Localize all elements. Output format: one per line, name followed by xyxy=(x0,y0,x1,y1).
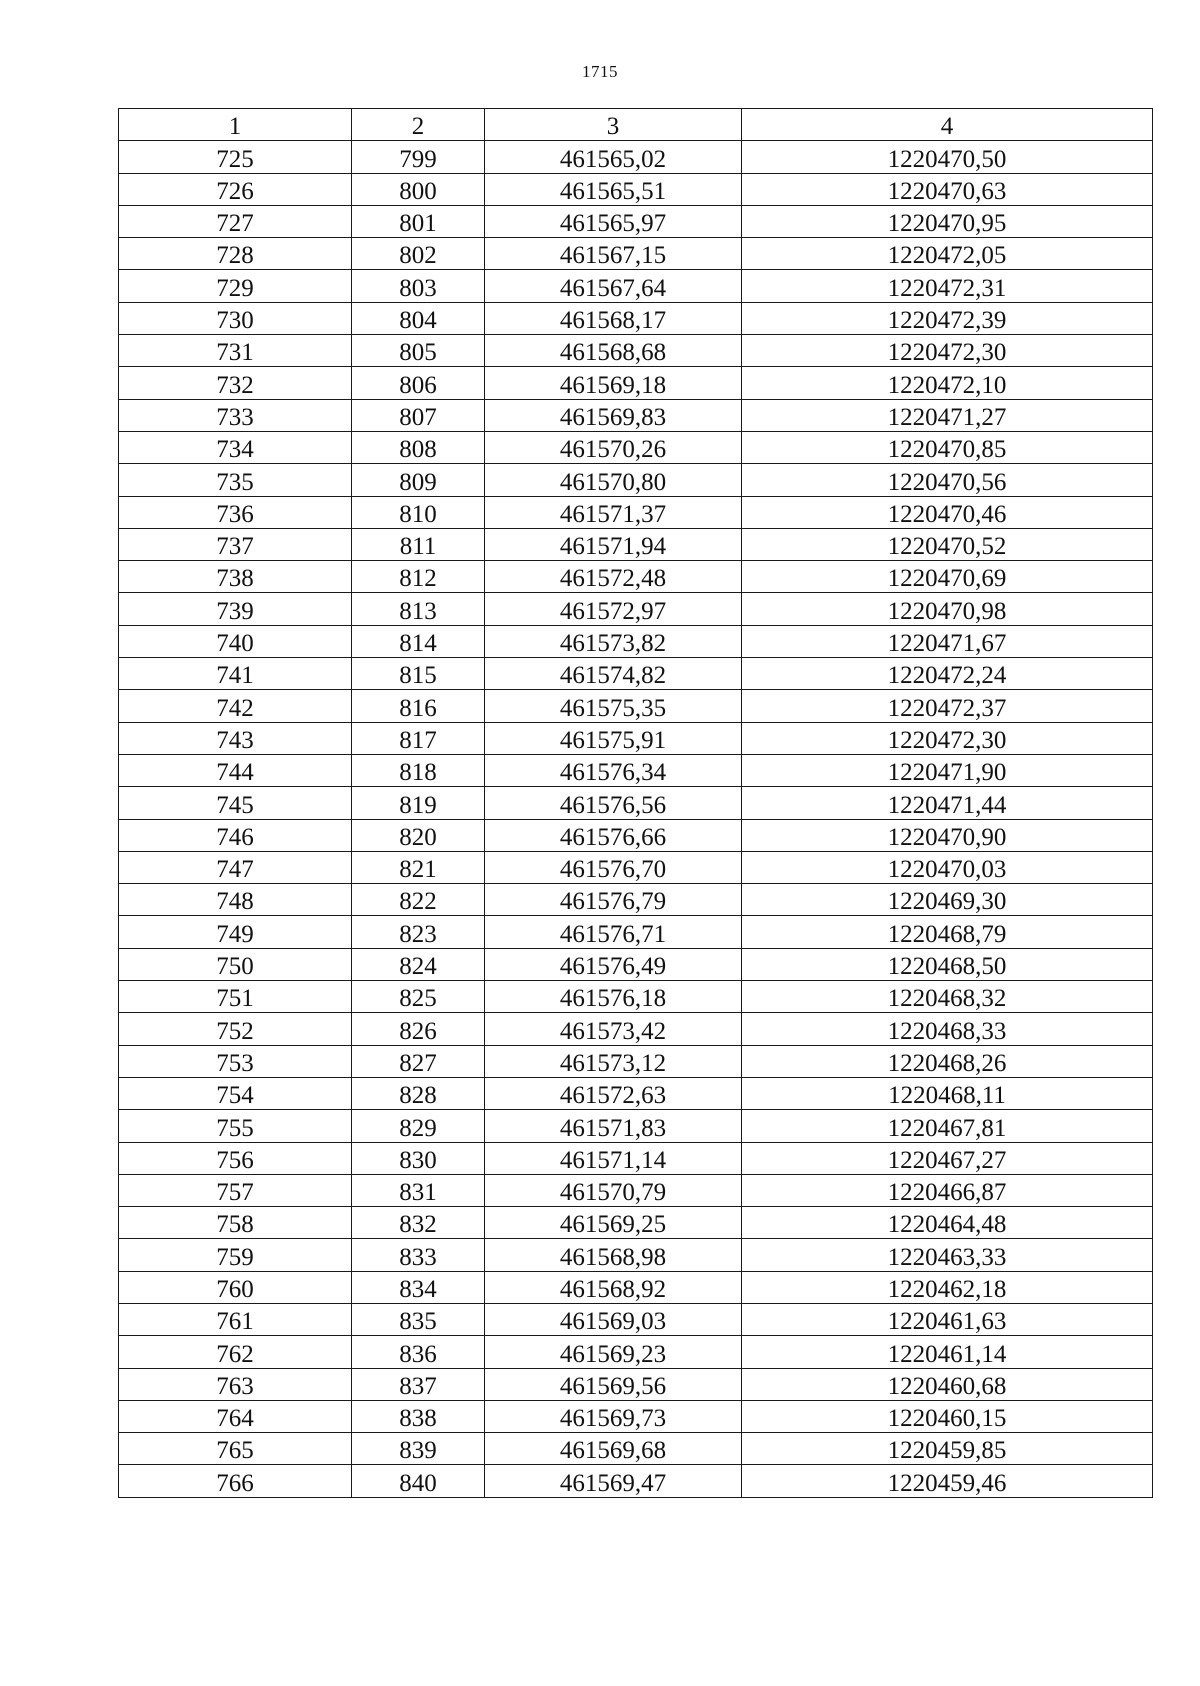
table-cell-col1: 741 xyxy=(119,658,352,690)
table-row xyxy=(119,1013,1153,1045)
table-cell-col3: 461571,14 xyxy=(485,1142,742,1174)
table-cell-col3: 461576,34 xyxy=(485,754,742,786)
table-cell-col1: 766 xyxy=(119,1465,352,1497)
table-cell-col3: 461570,79 xyxy=(485,1174,742,1206)
table-cell-col4: 1220470,90 xyxy=(742,819,1153,851)
table-cell-col2: 811 xyxy=(352,528,485,560)
table-cell-col1: 726 xyxy=(119,173,352,205)
table-cell-col2: 835 xyxy=(352,1303,485,1335)
table-cell-col3: 461569,25 xyxy=(485,1207,742,1239)
table-cell-col3: 461570,80 xyxy=(485,464,742,496)
table-cell-col4: 1220464,48 xyxy=(742,1207,1153,1239)
table-cell-col3: 461575,35 xyxy=(485,690,742,722)
table-cell-col3: 461571,94 xyxy=(485,528,742,560)
table-cell-col3: 461569,68 xyxy=(485,1433,742,1465)
table-cell-col1: 736 xyxy=(119,496,352,528)
table-cell-col2: 839 xyxy=(352,1433,485,1465)
table-cell-col3: 461565,02 xyxy=(485,141,742,173)
table-cell-col2: 828 xyxy=(352,1077,485,1109)
table-row xyxy=(119,431,1153,463)
table-cell-col2: 821 xyxy=(352,851,485,883)
table-row xyxy=(119,302,1153,334)
table-cell-col1: 725 xyxy=(119,141,352,173)
table-cell-col1: 762 xyxy=(119,1336,352,1368)
table-cell-col1: 758 xyxy=(119,1207,352,1239)
table-row xyxy=(119,1174,1153,1206)
table-cell-col3: 461565,51 xyxy=(485,173,742,205)
table-cell-col4: 1220472,31 xyxy=(742,270,1153,302)
table-row xyxy=(119,367,1153,399)
coordinates-table xyxy=(118,108,1153,1498)
table-cell-col1: 747 xyxy=(119,851,352,883)
table-row xyxy=(119,819,1153,851)
table-row xyxy=(119,690,1153,722)
table-cell-col4: 1220472,30 xyxy=(742,335,1153,367)
table-cell-col2: 827 xyxy=(352,1045,485,1077)
table-cell-col2: 807 xyxy=(352,399,485,431)
table-row xyxy=(119,1368,1153,1400)
table-cell-col3: 461573,42 xyxy=(485,1013,742,1045)
table-cell-col2: 816 xyxy=(352,690,485,722)
table-cell-col2: 815 xyxy=(352,658,485,690)
table-cell-col3: 461569,23 xyxy=(485,1336,742,1368)
table-cell-col3: 461572,63 xyxy=(485,1077,742,1109)
table-row xyxy=(119,1465,1153,1497)
table-cell-col1: 759 xyxy=(119,1239,352,1271)
table-cell-col1: 742 xyxy=(119,690,352,722)
table-cell-col1: 764 xyxy=(119,1400,352,1432)
table-cell-col2: 818 xyxy=(352,754,485,786)
table-cell-col1: 754 xyxy=(119,1077,352,1109)
table-cell-col4: 1220471,27 xyxy=(742,399,1153,431)
table-row xyxy=(119,722,1153,754)
table-cell-col4: 1220466,87 xyxy=(742,1174,1153,1206)
table-cell-col3: 461571,37 xyxy=(485,496,742,528)
table-row xyxy=(119,496,1153,528)
table-cell-col2: 836 xyxy=(352,1336,485,1368)
table-row xyxy=(119,1045,1153,1077)
header-cell-col3: 3 xyxy=(485,109,742,141)
table-cell-col2: 814 xyxy=(352,625,485,657)
table-row xyxy=(119,981,1153,1013)
table-cell-col1: 728 xyxy=(119,238,352,270)
table-cell-col1: 763 xyxy=(119,1368,352,1400)
table-row xyxy=(119,1207,1153,1239)
table-cell-col4: 1220468,32 xyxy=(742,981,1153,1013)
table-cell-col4: 1220470,63 xyxy=(742,173,1153,205)
table-cell-col1: 734 xyxy=(119,431,352,463)
table-cell-col4: 1220461,63 xyxy=(742,1303,1153,1335)
table-cell-col2: 804 xyxy=(352,302,485,334)
table-cell-col1: 733 xyxy=(119,399,352,431)
table-cell-col1: 732 xyxy=(119,367,352,399)
table-cell-col4: 1220468,50 xyxy=(742,948,1153,980)
table-cell-col3: 461576,56 xyxy=(485,787,742,819)
table-row xyxy=(119,561,1153,593)
table-cell-col3: 461576,79 xyxy=(485,884,742,916)
table-row xyxy=(119,335,1153,367)
table-cell-col4: 1220472,30 xyxy=(742,722,1153,754)
table-cell-col1: 752 xyxy=(119,1013,352,1045)
table-cell-col4: 1220472,10 xyxy=(742,367,1153,399)
table-cell-col3: 461575,91 xyxy=(485,722,742,754)
table-row xyxy=(119,1271,1153,1303)
table-cell-col4: 1220470,50 xyxy=(742,141,1153,173)
table-cell-col2: 812 xyxy=(352,561,485,593)
table-row xyxy=(119,754,1153,786)
table-cell-col3: 461569,83 xyxy=(485,399,742,431)
table-cell-col3: 461574,82 xyxy=(485,658,742,690)
table-row xyxy=(119,464,1153,496)
table-cell-col1: 735 xyxy=(119,464,352,496)
table-cell-col4: 1220468,79 xyxy=(742,916,1153,948)
table-cell-col3: 461569,73 xyxy=(485,1400,742,1432)
table-cell-col1: 739 xyxy=(119,593,352,625)
table-cell-col4: 1220467,27 xyxy=(742,1142,1153,1174)
table-cell-col3: 461576,71 xyxy=(485,916,742,948)
table-cell-col3: 461572,97 xyxy=(485,593,742,625)
table-cell-col2: 838 xyxy=(352,1400,485,1432)
table-cell-col2: 825 xyxy=(352,981,485,1013)
table-cell-col4: 1220468,11 xyxy=(742,1077,1153,1109)
table-row xyxy=(119,658,1153,690)
table-cell-col2: 799 xyxy=(352,141,485,173)
header-cell-col4: 4 xyxy=(742,109,1153,141)
header-cell-col1: 1 xyxy=(119,109,352,141)
table-cell-col3: 461576,70 xyxy=(485,851,742,883)
table-row xyxy=(119,1110,1153,1142)
table-cell-col1: 731 xyxy=(119,335,352,367)
table-cell-col3: 461576,66 xyxy=(485,819,742,851)
table-cell-col2: 822 xyxy=(352,884,485,916)
table-cell-col4: 1220461,14 xyxy=(742,1336,1153,1368)
table-cell-col1: 743 xyxy=(119,722,352,754)
table-cell-col1: 753 xyxy=(119,1045,352,1077)
table-row xyxy=(119,205,1153,237)
table-row xyxy=(119,399,1153,431)
table-cell-col3: 461569,56 xyxy=(485,1368,742,1400)
table-cell-col3: 461568,68 xyxy=(485,335,742,367)
table-row xyxy=(119,528,1153,560)
table-row xyxy=(119,238,1153,270)
table-cell-col4: 1220469,30 xyxy=(742,884,1153,916)
table-cell-col4: 1220471,44 xyxy=(742,787,1153,819)
table-cell-col2: 809 xyxy=(352,464,485,496)
table-cell-col2: 826 xyxy=(352,1013,485,1045)
table-cell-col4: 1220472,37 xyxy=(742,690,1153,722)
table-cell-col4: 1220470,52 xyxy=(742,528,1153,560)
table-cell-col3: 461568,98 xyxy=(485,1239,742,1271)
table-row xyxy=(119,1239,1153,1271)
table-cell-col3: 461569,47 xyxy=(485,1465,742,1497)
table-cell-col3: 461573,82 xyxy=(485,625,742,657)
table-cell-col4: 1220468,33 xyxy=(742,1013,1153,1045)
table-cell-col2: 824 xyxy=(352,948,485,980)
table-cell-col3: 461576,18 xyxy=(485,981,742,1013)
table-cell-col2: 832 xyxy=(352,1207,485,1239)
table-cell-col1: 727 xyxy=(119,205,352,237)
table-cell-col4: 1220470,95 xyxy=(742,205,1153,237)
table-cell-col2: 820 xyxy=(352,819,485,851)
table-row xyxy=(119,625,1153,657)
table-cell-col3: 461567,15 xyxy=(485,238,742,270)
table-row xyxy=(119,1433,1153,1465)
table-cell-col2: 810 xyxy=(352,496,485,528)
table-cell-col4: 1220470,98 xyxy=(742,593,1153,625)
table-cell-col2: 803 xyxy=(352,270,485,302)
table-cell-col1: 757 xyxy=(119,1174,352,1206)
table-cell-col2: 837 xyxy=(352,1368,485,1400)
table-cell-col4: 1220471,90 xyxy=(742,754,1153,786)
table-cell-col1: 751 xyxy=(119,981,352,1013)
table-row xyxy=(119,270,1153,302)
table-row xyxy=(119,1400,1153,1432)
table-cell-col2: 833 xyxy=(352,1239,485,1271)
table-cell-col1: 745 xyxy=(119,787,352,819)
table-cell-col3: 461568,17 xyxy=(485,302,742,334)
table-cell-col3: 461567,64 xyxy=(485,270,742,302)
table-cell-col2: 801 xyxy=(352,205,485,237)
table-cell-col2: 802 xyxy=(352,238,485,270)
table-cell-col4: 1220470,46 xyxy=(742,496,1153,528)
table-cell-col1: 761 xyxy=(119,1303,352,1335)
table-row xyxy=(119,593,1153,625)
table-row xyxy=(119,916,1153,948)
table-cell-col1: 746 xyxy=(119,819,352,851)
table-cell-col3: 461565,97 xyxy=(485,205,742,237)
table-cell-col2: 831 xyxy=(352,1174,485,1206)
table-cell-col4: 1220459,46 xyxy=(742,1465,1153,1497)
table-cell-col2: 817 xyxy=(352,722,485,754)
table-cell-col4: 1220472,05 xyxy=(742,238,1153,270)
table-cell-col4: 1220460,68 xyxy=(742,1368,1153,1400)
table-row xyxy=(119,884,1153,916)
table-cell-col1: 729 xyxy=(119,270,352,302)
table-row xyxy=(119,1303,1153,1335)
table-cell-col2: 806 xyxy=(352,367,485,399)
table-cell-col3: 461568,92 xyxy=(485,1271,742,1303)
table-cell-col1: 738 xyxy=(119,561,352,593)
table-cell-col1: 737 xyxy=(119,528,352,560)
table-cell-col4: 1220459,85 xyxy=(742,1433,1153,1465)
table-cell-col4: 1220468,26 xyxy=(742,1045,1153,1077)
table-cell-col4: 1220470,85 xyxy=(742,431,1153,463)
table-cell-col2: 834 xyxy=(352,1271,485,1303)
table-header xyxy=(119,109,1153,141)
table-row xyxy=(119,1336,1153,1368)
table-row xyxy=(119,787,1153,819)
table-cell-col2: 800 xyxy=(352,173,485,205)
table-cell-col1: 756 xyxy=(119,1142,352,1174)
table-cell-col1: 730 xyxy=(119,302,352,334)
table-cell-col1: 750 xyxy=(119,948,352,980)
header-cell-col2: 2 xyxy=(352,109,485,141)
table-cell-col1: 760 xyxy=(119,1271,352,1303)
table-cell-col1: 748 xyxy=(119,884,352,916)
table-body xyxy=(119,141,1153,1497)
table-cell-col3: 461571,83 xyxy=(485,1110,742,1142)
table-cell-col4: 1220470,69 xyxy=(742,561,1153,593)
table-cell-col1: 740 xyxy=(119,625,352,657)
table-cell-col4: 1220467,81 xyxy=(742,1110,1153,1142)
table-cell-col2: 829 xyxy=(352,1110,485,1142)
table-cell-col4: 1220470,56 xyxy=(742,464,1153,496)
header-row xyxy=(119,109,1153,141)
table-cell-col2: 840 xyxy=(352,1465,485,1497)
table-cell-col3: 461576,49 xyxy=(485,948,742,980)
table-cell-col2: 819 xyxy=(352,787,485,819)
table-cell-col4: 1220462,18 xyxy=(742,1271,1153,1303)
table-cell-col4: 1220470,03 xyxy=(742,851,1153,883)
table-cell-col2: 808 xyxy=(352,431,485,463)
table-cell-col1: 755 xyxy=(119,1110,352,1142)
table-row xyxy=(119,948,1153,980)
table-cell-col3: 461569,03 xyxy=(485,1303,742,1335)
table-cell-col2: 830 xyxy=(352,1142,485,1174)
table-row xyxy=(119,173,1153,205)
table-cell-col1: 749 xyxy=(119,916,352,948)
table-cell-col3: 461570,26 xyxy=(485,431,742,463)
table-row xyxy=(119,1077,1153,1109)
table-cell-col2: 805 xyxy=(352,335,485,367)
table-cell-col4: 1220460,15 xyxy=(742,1400,1153,1432)
table-cell-col1: 744 xyxy=(119,754,352,786)
table-cell-col2: 823 xyxy=(352,916,485,948)
table-cell-col1: 765 xyxy=(119,1433,352,1465)
table-row xyxy=(119,141,1153,173)
table-cell-col3: 461572,48 xyxy=(485,561,742,593)
table-cell-col4: 1220463,33 xyxy=(742,1239,1153,1271)
table-cell-col4: 1220472,39 xyxy=(742,302,1153,334)
table-row xyxy=(119,1142,1153,1174)
table-cell-col3: 461569,18 xyxy=(485,367,742,399)
table-cell-col3: 461573,12 xyxy=(485,1045,742,1077)
table-cell-col2: 813 xyxy=(352,593,485,625)
table-cell-col4: 1220472,24 xyxy=(742,658,1153,690)
table-row xyxy=(119,851,1153,883)
page-number: 1715 xyxy=(582,62,618,81)
table-cell-col4: 1220471,67 xyxy=(742,625,1153,657)
